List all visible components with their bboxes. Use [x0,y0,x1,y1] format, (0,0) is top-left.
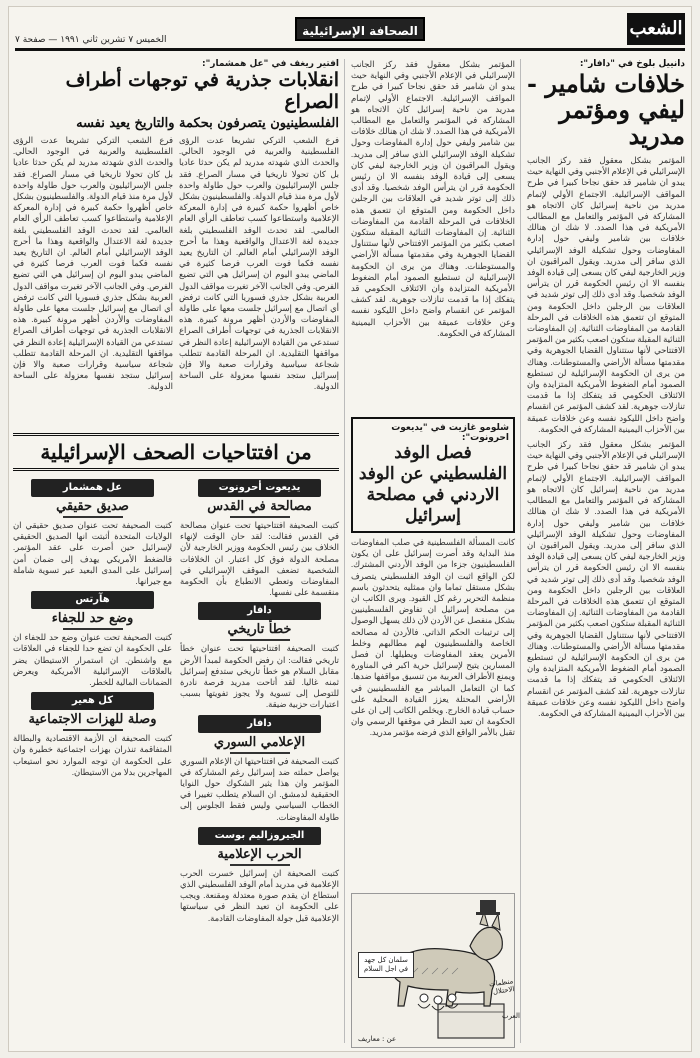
article-middle-body-cont: فرع الشعب التركي تشريعا عدت الرؤى الفلسطينية والعربية في الوجود الحالي. والحدث الذي شهدته مدريد لم يكن حدثا عاديا بل كان تحولا تاريخيا في مسار الصراع. فقد جلس الإسرائيليون والعرب حول طاولة واحدة لأول مرة منذ قيام الدولة. والفلسطينيون بشكل خاص أظهروا حكمة كبيرة في إدارة المعركة الإعلامية واستطاعوا كسب تعاطف الرأي العام العالمي. لقد تحدث الوفد الفلسطيني بلغة جديدة لغة الاعتدال والواقعية وهذا ما أحرج الوفد الإسرائيلي أمام العالم. ان التاريخ يعيد نفسه فكما فوت العرب فرصا كثيرة في الماضي يبدو اليوم ان إسرائيل هي التي تضيع الفرص. وفي الجانب الآخر تغيرت مواقف الدول العربية بشكل جذري فسوريا التي كانت ترفض أي اتصال مع إسرائيل جلست معها على طاولة المفاوضات والأردن أظهر مرونة كبيرة. هذه الانقلابات الجذرية في توجهات أطراف الصراع تستدعي من القيادة الإسرائيلية إعادة النظر في مواقفها التقليدية. ان المرحلة القادمة تتطلب شجاعة سياسية وقرارات صعبة والا فإن إسرائيل ستجد نفسها معزولة على الساحة الدولية. [13,136,173,392]
boxed-article-body: كانت المسألة الفلسطينية في صلب المفاوضات منذ البداية وقد أصرت إسرائيل على ان يكون الفلسطينيون جزءا من الوفد الأردني المشترك. لكن الواقع اثبت ان الوفد الفلسطيني يتصرف بشكل مستقل تماما وان ممثليه يتحدثون باسم منظمة التحرير رغم كل القيود. ويرى الكاتب ان من مصلحة إسرائيل ان تفاوض الفلسطينيين بشكل منفصل عن الأردن لأن ذلك يسهل الوصول إلى ترتيبات الحكم الذاتي. فالأردن له مصالحه الخاصة والفلسطينيون لهم مطالبهم وخلط الأمرين يعقد المفاوضات ويطيلها. ان فصل المسارين يتيح لإسرائيل حرية اكبر في المناورة ويمنع الأطراف العربية من تنسيق مواقفها ضدها. كما ان التعامل المباشر مع الفلسطينيين في الأراضي المحتلة يعزز القيادة المحلية على حساب قيادة الخارج. ويخلص الكاتب إلى ان على الحكومة ان تعيد النظر في موقفها الرسمي وان تقبل بالأمر الواقع الذي فرضه مؤتمر مدريد. [351,538,515,738]
press-column-left [13,475,172,924]
column-rule [520,59,521,1043]
article-middle-headline: انقلابات جذرية في توجهات أطراف الصراع [65,69,339,113]
column-rule [344,59,345,1043]
article-right-kicker: دانييل بلوخ في "دافار": [579,59,685,69]
date-line: الخميس ٧ تشرين ثاني ١٩٩١ — صفحة ٧ [15,35,167,45]
masthead [15,11,685,51]
article-middle-subhead: الفلسطينيون يتصرفون بحكمة والتاريخ يعيد نفسه [76,116,339,131]
press-paper-label: كل هعير [31,692,154,710]
press-piece-body: كتبت الصحيفة ان إسرائيل خسرت الحرب الإعلامية في مدريد أمام الوفد الفلسطيني الذي استطاع ان يقدم صورة معتدلة ومقنعة. ويجب على الحكومة ان تعيد النظر في سياستها الإعلامية قبل جولة المفاوضات القادمة. [180,868,339,923]
press-column-right [180,475,339,924]
article-right-body-cont: المؤتمر بشكل معقول فقد ركز الجانب الإسرائيلي في الإعلام الأجنبي وفي النهاية حيث يبدو ان شامير قد حقق نجاحا كبيرا في طرح المواقف الإسرائيلية. الاجتماع الأولي لإتمام مدريد من ناحية إسرائيل كان الاتجاه هو المشاركة في المؤتمر والتعامل مع المطالب الأمريكية في هذا الصدد. لا شك ان هنالك خلافات بين شامير وليفي حول إدارة المفاوضات وحول تشكيلة الوفد الإسرائيلي الذي سافر إلى مدريد. ويقول المراقبون ان وزير الخارجية ليفي كان يسعى إلى قيادة الوفد بنفسه الا ان رئيس الحكومة قرر ان يترأس الوفد شخصيا. وقد أدى ذلك إلى توتر شديد في العلاقات بين الرجلين داخل الحكومة ومن المتوقع ان تتعمق هذه الخلافات في المرحلة القادمة من المفاوضات الثنائية. إن المفاوضات الثنائية المقبلة ستكون اصعب بكثير من المؤتمر الافتتاحي لأنها ستتناول القضايا الجوهرية وفي مقدمتها مسألة الأراضي والمستوطنات. وهناك من يرى ان الحكومة الإسرائيلية لن تستطيع الصمود أمام الضغوط الأمريكية المتزايدة وان الائتلاف الحكومي قد يتفكك إذا ما قدمت تنازلات جوهرية. لقد كشف المؤتمر عن انقسام واضح داخل الليكود نفسه وعن خلافات عميقة بين الأحزاب اليمينية المشاركة في الحكومة. [527,440,685,718]
press-piece-body: كتبت الصحيفة تحت عنوان وضع حد للجفاء ان على الحكومة ان تضع حدا للجفاء في العلاقات مع واشنطن. ان استمرار الاستيطان يضر بالعلاقات الإسرائيلية الأمريكية ويعرض الضمانات المالية للخطر. [13,633,172,688]
article-middle-kicker: افتير ريغف في "عل همشمار": [202,59,339,69]
boxed-article [351,417,515,533]
press-piece-body: كتبت الصحيفة افتتاحيتها تحت عنوان خطأ تاريخي فقالت: ان رفض الحكومة لمبدأ الأرض مقابل السلام هو خطأ تاريخي ستدفع إسرائيل ثمنه غاليا. لقد أتاحت مدريد فرصة نادرة للتوصل إلى تسوية ولا يجوز تفويتها بسبب اعتبارات حزبية ضيقة. [180,644,339,710]
article-right-headline: خلافات شامير - ليفي ومؤتمر مدريد [527,69,685,150]
press-paper-label: عل همشمار [31,479,154,497]
press-piece-title: مصالحة في القدس [180,499,339,518]
press-paper-label: هآرتس [31,591,154,609]
press-piece-body: كتبت الصحيفة ان الأزمة الاقتصادية والبطالة المتفاقمة تنذران بهزات اجتماعية خطيرة وان على الحكومة ان توجه الموارد نحو استيعاب المهاجرين بدلا من الاستيطان. [13,734,172,777]
newspaper-logo: الشعب [627,13,685,45]
press-piece-title: الإعلامي السوري [180,735,339,754]
cartoon-sign: سلمان كل جهد في اجل السلام [358,952,414,978]
press-piece-title: الحرب الإعلامية [180,847,339,866]
article-right-continued: المؤتمر بشكل معقول فقد ركز الجانب الإسرائيلي في الإعلام الأجنبي وفي النهاية حيث يبدو ان شامير قد حقق نجاحا كبيرا في طرح المواقف الإسرائيلية. الاجتماع الأولي لإتمام مدريد من ناحية إسرائيل كان الاتجاه هو المشاركة في المؤتمر والتعامل مع المطالب الأمريكية في هذا الصدد. لا شك ان هنالك خلافات بين شامير وليفي حول إدارة المفاوضات وحول تشكيلة الوفد الإسرائيلي الذي سافر إلى مدريد. ويقول المراقبون ان وزير الخارجية ليفي كان يسعى إلى قيادة الوفد بنفسه الا ان رئيس الحكومة قرر ان يترأس الوفد شخصيا. وقد أدى ذلك إلى توتر شديد في العلاقات بين الرجلين داخل الحكومة ومن المتوقع ان تتعمق هذه الخلافات في المرحلة القادمة من المفاوضات الثنائية. إن المفاوضات الثنائية المقبلة ستكون اصعب بكثير من المؤتمر الافتتاحي لأنها ستتناول القضايا الجوهرية وفي مقدمتها مسألة الأراضي والمستوطنات. وهناك من يرى ان الحكومة الإسرائيلية لن تستطيع الصمود أمام الضغوط الأمريكية المتزايدة وان الائتلاف الحكومي قد يتفكك إذا ما قدمت تنازلات جوهرية. لقد كشف المؤتمر عن انقسام واضح داخل الليكود نفسه وعن خلافات عميقة بين الأحزاب اليمينية المشاركة في الحكومة. [351,60,515,338]
press-piece-title: صديق حقيقي [13,499,172,518]
boxed-article-headline: فصل الوفد الفلسطيني عن الوفد الاردني في مصلحة إسرائيل [358,443,508,526]
press-piece-title: وضع حد للجفاء [13,611,172,630]
press-paper-label: يديعوت أحرونوت [198,479,321,497]
article-middle-columns [13,135,339,427]
press-columns [13,475,339,924]
section-title: الصحافة الإسرائيلية [295,17,425,41]
press-piece-title: وصلة للهزات الاجتماعية [13,712,172,731]
press-paper-label: دافار [198,715,321,733]
article-middle-body: فرع الشعب التركي تشريعا عدت الرؤى الفلسطينية والعربية في الوجود الحالي. والحدث الذي شهدته مدريد لم يكن حدثا عاديا بل كان تحولا تاريخيا في مسار الصراع. فقد جلس الإسرائيليون والعرب حول طاولة واحدة لأول مرة منذ قيام الدولة. والفلسطينيون بشكل خاص أظهروا حكمة كبيرة في إدارة المعركة الإعلامية واستطاعوا كسب تعاطف الرأي العام العالمي. لقد تحدث الوفد الفلسطيني بلغة جديدة لغة الاعتدال والواقعية وهذا ما أحرج الوفد الإسرائيلي أمام العالم. ان التاريخ يعيد نفسه فكما فوت العرب فرصا كثيرة في الماضي يبدو اليوم ان إسرائيل هي التي تضيع الفرص. وفي الجانب الآخر تغيرت مواقف الدول العربية بشكل جذري فسوريا التي كانت ترفض أي اتصال مع إسرائيل جلست معها على طاولة المفاوضات والأردن أظهر مرونة كبيرة. هذه الانقلابات الجذرية في توجهات أطراف الصراع تستدعي من القيادة الإسرائيلية إعادة النظر في مواقفها التقليدية. ان المرحلة القادمة تتطلب شجاعة سياسية وقرارات صعبة والا فإن إسرائيل ستجد نفسها معزولة على الساحة الدولية. [179,136,339,392]
cartoon-credit: عن : معاريف [358,1035,397,1043]
press-section-title: من افتتاحيات الصحف الإسرائيلية [13,433,339,471]
article-right-body: المؤتمر بشكل معقول فقد ركز الجانب الإسرائيلي في الإعلام الأجنبي وفي النهاية حيث يبدو ان شامير قد حقق نجاحا كبيرا في طرح المواقف الإسرائيلية. الاجتماع الأولي لإتمام مدريد من ناحية إسرائيل كان الاتجاه هو المشاركة في المؤتمر والتعامل مع المطالب الأمريكية في هذا الصدد. لا شك ان هنالك خلافات بين شامير وليفي حول إدارة المفاوضات وحول تشكيلة الوفد الإسرائيلي الذي سافر إلى مدريد. ويقول المراقبون ان وزير الخارجية ليفي كان يسعى إلى قيادة الوفد بنفسه الا ان رئيس الحكومة قرر ان يترأس الوفد شخصيا. وقد أدى ذلك إلى توتر شديد في العلاقات بين الرجلين داخل الحكومة ومن المتوقع ان تتعمق هذه الخلافات في المرحلة القادمة من المفاوضات الثنائية. إن المفاوضات الثنائية المقبلة ستكون اصعب بكثير من المؤتمر الافتتاحي لأنها ستتناول القضايا الجوهرية وفي مقدمتها مسألة الأراضي والمستوطنات. وهناك من يرى ان الحكومة الإسرائيلية لن تستطيع الصمود أمام الضغوط الأمريكية المتزايدة وان الائتلاف الحكومي قد يتفكك إذا ما قدمت تنازلات جوهرية. لقد كشف المؤتمر عن انقسام واضح داخل الليكود نفسه وعن خلافات عميقة بين الأحزاب اليمينية المشاركة في الحكومة. [527,156,685,434]
press-piece-title: خطأ تاريخي [180,622,339,641]
press-piece-body: كتبت الصحيفة افتتاحيتها تحت عنوان مصالحة في القدس فقالت: لقد حان الوقت لإنهاء الخلاف بين رئيس الحكومة ووزير الخارجية لأن مصلحة الدولة فوق كل اعتبار. ان الخلافات الشخصية تضعف الموقف الإسرائيلي في المفاوضات وتعطي الانطباع بأن الحكومة منقسمة على نفسها. [180,521,339,598]
boxed-article-kicker: شلومو غازيت في "يديعوت احرونوت": [391,423,509,443]
cartoon-wrap [351,893,520,1048]
newspaper-page [8,6,692,1052]
press-paper-label: دافار [198,602,321,620]
press-section [13,433,339,924]
column-right [527,59,685,1043]
press-piece-body: كتبت الصحيفة تحت عنوان صديق حقيقي ان الولايات المتحدة أثبتت انها الصديق الحقيقي لإسرائيل حين أصرت على عقد المؤتمر. فالضغط الأمريكي يهدف إلى ضمان أمن إسرائيل على المدى البعيد عبر تسوية شاملة مع جيرانها. [13,521,172,587]
cartoon-label-forces: منظمات الاحتلال [488,977,515,997]
press-piece-body: كتبت الصحيفة في افتتاحيتها ان الإعلام السوري يواصل حملته ضد إسرائيل رغم المشاركة في المؤتمر وان هذا يثير الشكوك حول النوايا الحقيقية لدمشق. ان السلام يتطلب تغييرا في الخطاب السياسي وليس فقط الجلوس إلى طاولة المفاوضات. [180,756,339,822]
editorial-cartoon [351,893,520,1048]
press-paper-label: الجيروزاليم بوست [198,827,321,845]
cartoon-label-base: العرب [502,1012,520,1020]
column-left [13,59,339,1043]
